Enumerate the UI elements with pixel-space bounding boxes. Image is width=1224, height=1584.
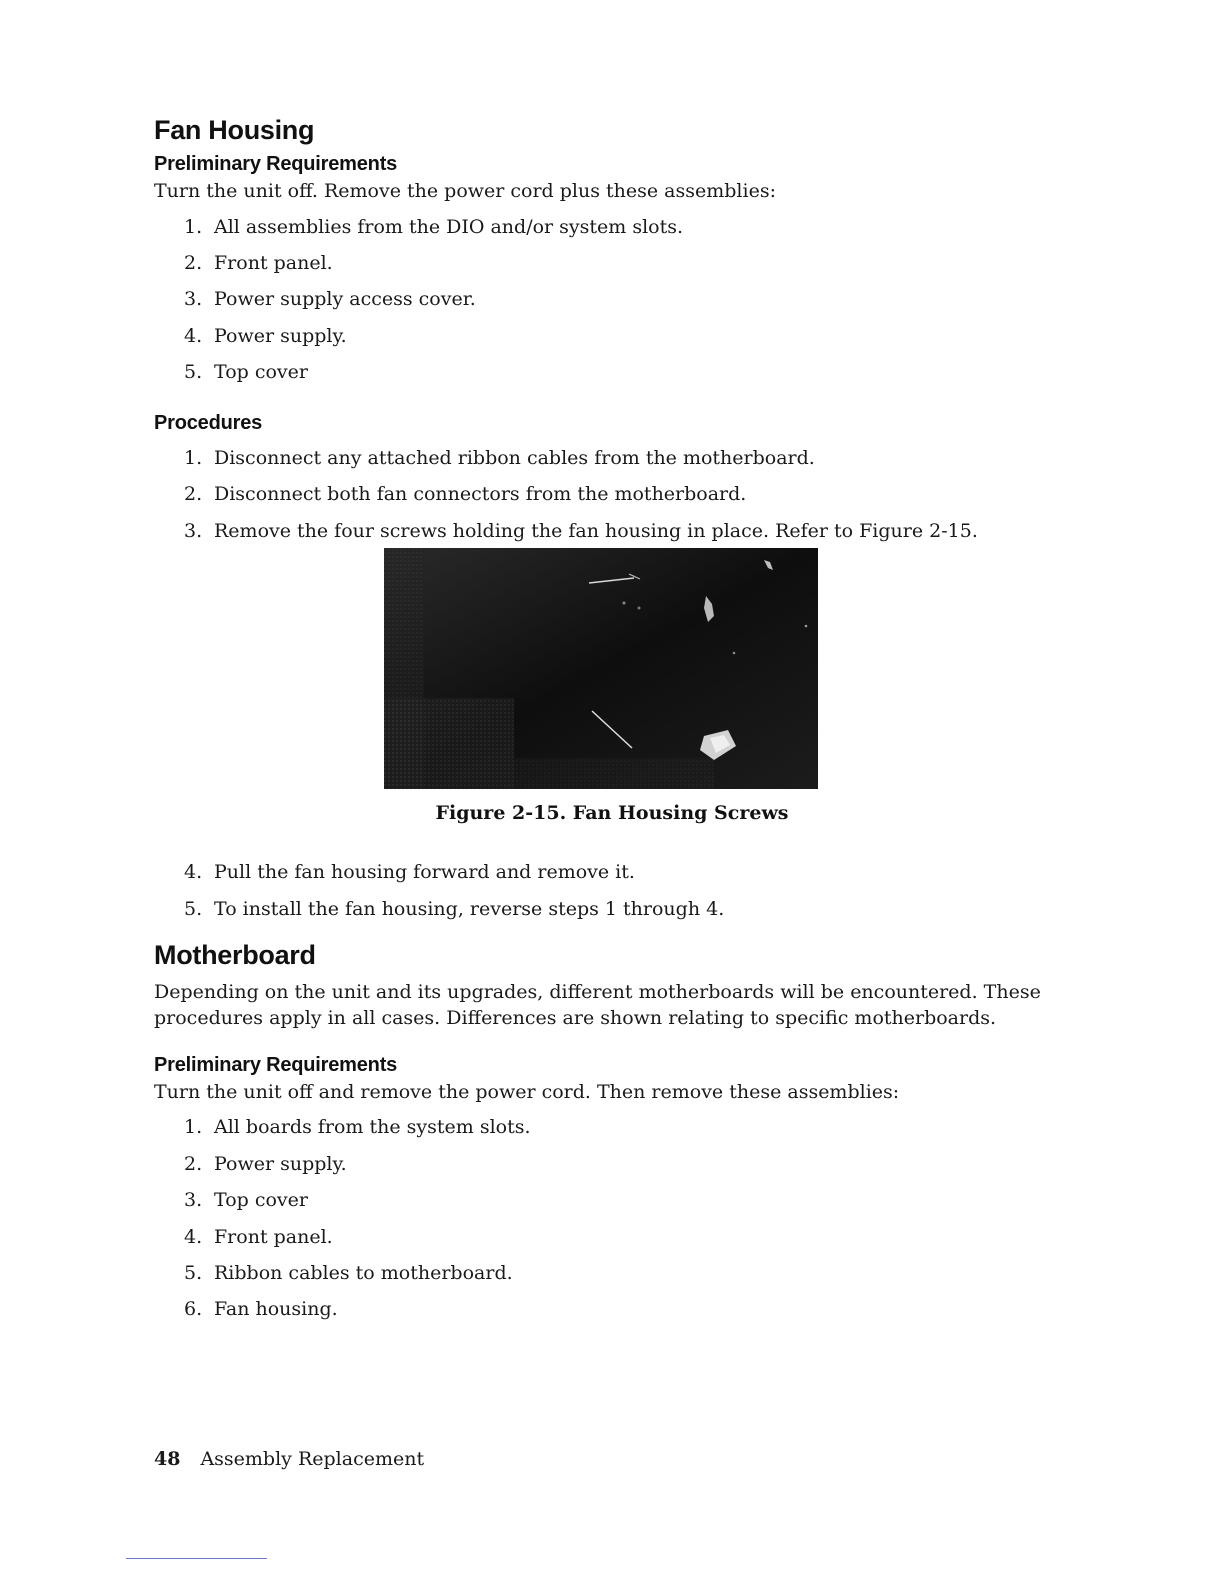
procedures-heading: Procedures [154, 412, 263, 434]
motherboard-intro: Depending on the unit and its upgrades, different motherboards will be encountered. These procedures apply in all cases. Differences are shown relating to specific motherboards. [154, 981, 1041, 1029]
page-number: 48 [154, 1448, 181, 1470]
list-item: 5. Ribbon cables to motherboard. [184, 1262, 513, 1284]
fan-housing-prelim-intro: Turn the unit off. Remove the power cord plus these assemblies: [154, 180, 776, 202]
fan-housing-title: Fan Housing [154, 115, 315, 145]
page-footer [154, 1448, 424, 1470]
motherboard-title: Motherboard [154, 940, 316, 970]
figure-caption: Figure 2-15. Fan Housing Screws [435, 802, 789, 824]
motherboard-prelim-intro: Turn the unit off and remove the power cord. Then remove these assemblies: [154, 1081, 900, 1103]
list-item: 1. All boards from the system slots. [184, 1116, 531, 1138]
list-item: 4. Front panel. [184, 1226, 333, 1248]
list-item: 1. All assemblies from the DIO and/or system slots. [184, 216, 684, 238]
procedure-step: 1. Disconnect any attached ribbon cables from the motherboard. [184, 447, 815, 469]
fan-housing-prelim-heading: Preliminary Requirements [154, 153, 398, 175]
list-item: 2. Front panel. [184, 252, 333, 274]
list-item: 4. Power supply. [184, 325, 347, 347]
procedure-step: 4. Pull the fan housing forward and remove it. [184, 861, 635, 883]
fan-housing-screws-photo [384, 548, 818, 789]
list-item: 6. Fan housing. [184, 1298, 338, 1320]
list-item: 3. Power supply access cover. [184, 288, 476, 310]
list-item: 2. Power supply. [184, 1153, 347, 1175]
list-item: 3. Top cover [184, 1189, 308, 1211]
footer-rule [126, 1558, 267, 1559]
list-item: 5. Top cover [184, 361, 308, 383]
procedure-step: 5. To install the fan housing, reverse steps 1 through 4. [184, 898, 725, 920]
procedure-step: 2. Disconnect both fan connectors from the motherboard. [184, 483, 747, 505]
footer-section: Assembly Replacement [200, 1448, 425, 1470]
procedure-step: 3. Remove the four screws holding the fan housing in place. Refer to Figure 2-15. [184, 520, 978, 542]
motherboard-prelim-heading: Preliminary Requirements [154, 1054, 398, 1076]
